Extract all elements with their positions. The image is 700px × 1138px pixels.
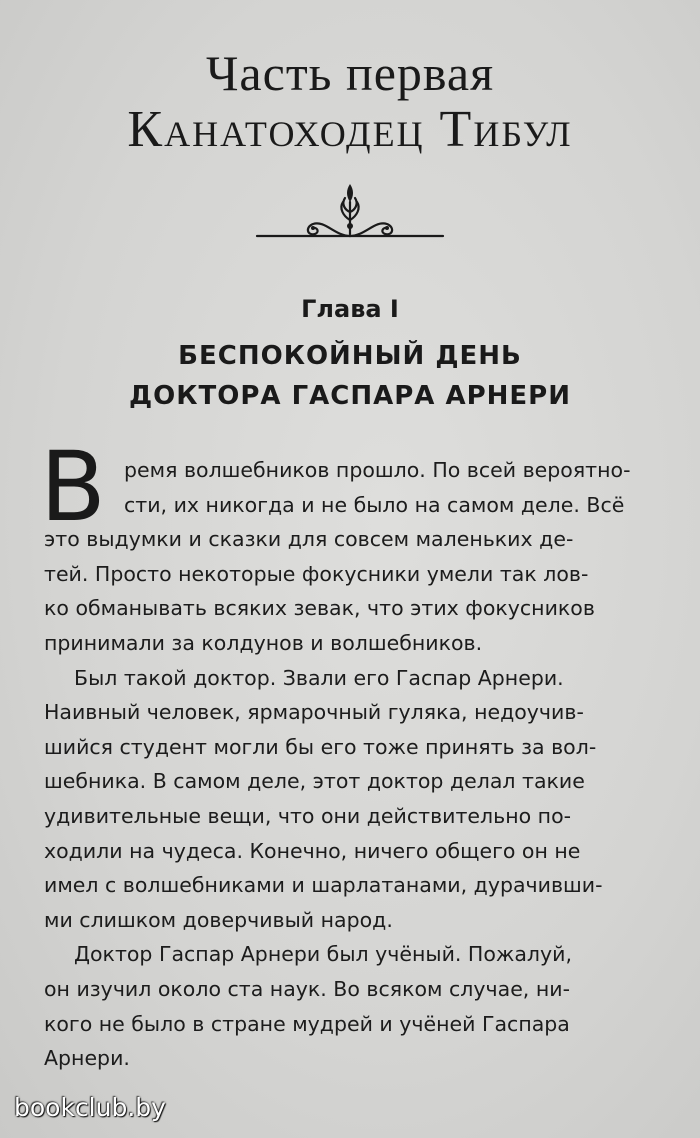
chapter-body-text (40, 431, 662, 1076)
text-line: шебника. В самом деле, этот доктор делал такие (44, 769, 585, 794)
text-line: тей. Просто некоторые фокусники умели так лов- (44, 561, 589, 586)
chapter-title-line: ДОКТОРА ГАСПАРА АРНЕРИ (129, 381, 571, 411)
text-line: ремя волшебников прошло. По всей вероятно- (124, 458, 631, 482)
text-line: Наивный человек, ярмарочный гуляка, недоучив- (44, 700, 584, 725)
text-line: это выдумки и сказки для совсем маленьких де- (44, 527, 574, 552)
part-subtitle: Канатоходец Тибул (127, 101, 573, 158)
text-line: имел с волшебниками и шарлатанами, дурачивши- (44, 873, 603, 898)
text-line: кого не было в стране мудрей и учёней Гаспара (44, 1011, 570, 1036)
drop-cap: В (40, 431, 106, 543)
text-line: он изучил около ста наук. Во всяком случае, ни- (44, 976, 570, 1001)
text-line: сти, их никогда и не было на самом деле. Всё (124, 492, 625, 517)
text-line: шийся студент могли бы его тоже принять за вол- (44, 734, 597, 759)
text-line: Был такой доктор. Звали его Гаспар Арнери. (74, 665, 564, 690)
text-line: удивительные вещи, что они действительно по- (44, 803, 572, 828)
text-line: ми слишком доверчивый народ. (44, 907, 393, 932)
text-line: ходили на чудеса. Конечно, ничего общего он не (44, 838, 581, 863)
watermark: bookclub.by (14, 1093, 166, 1122)
text-line: Арнери. (44, 1046, 130, 1071)
part-title: Часть первая (205, 45, 495, 101)
chapter-number: Глава I (301, 295, 399, 323)
chapter-title-line: БЕСПОКОЙНЫЙ ДЕНЬ (178, 341, 522, 371)
text-line: принимали за колдунов и волшебников. (44, 630, 483, 655)
ornament-divider-icon (255, 180, 445, 250)
text-line: Доктор Гаспар Арнери был учёный. Пожалуй, (74, 942, 572, 967)
text-line: ко обманывать всяких зевак, что этих фокусников (44, 596, 595, 621)
chapter-title (0, 336, 700, 416)
